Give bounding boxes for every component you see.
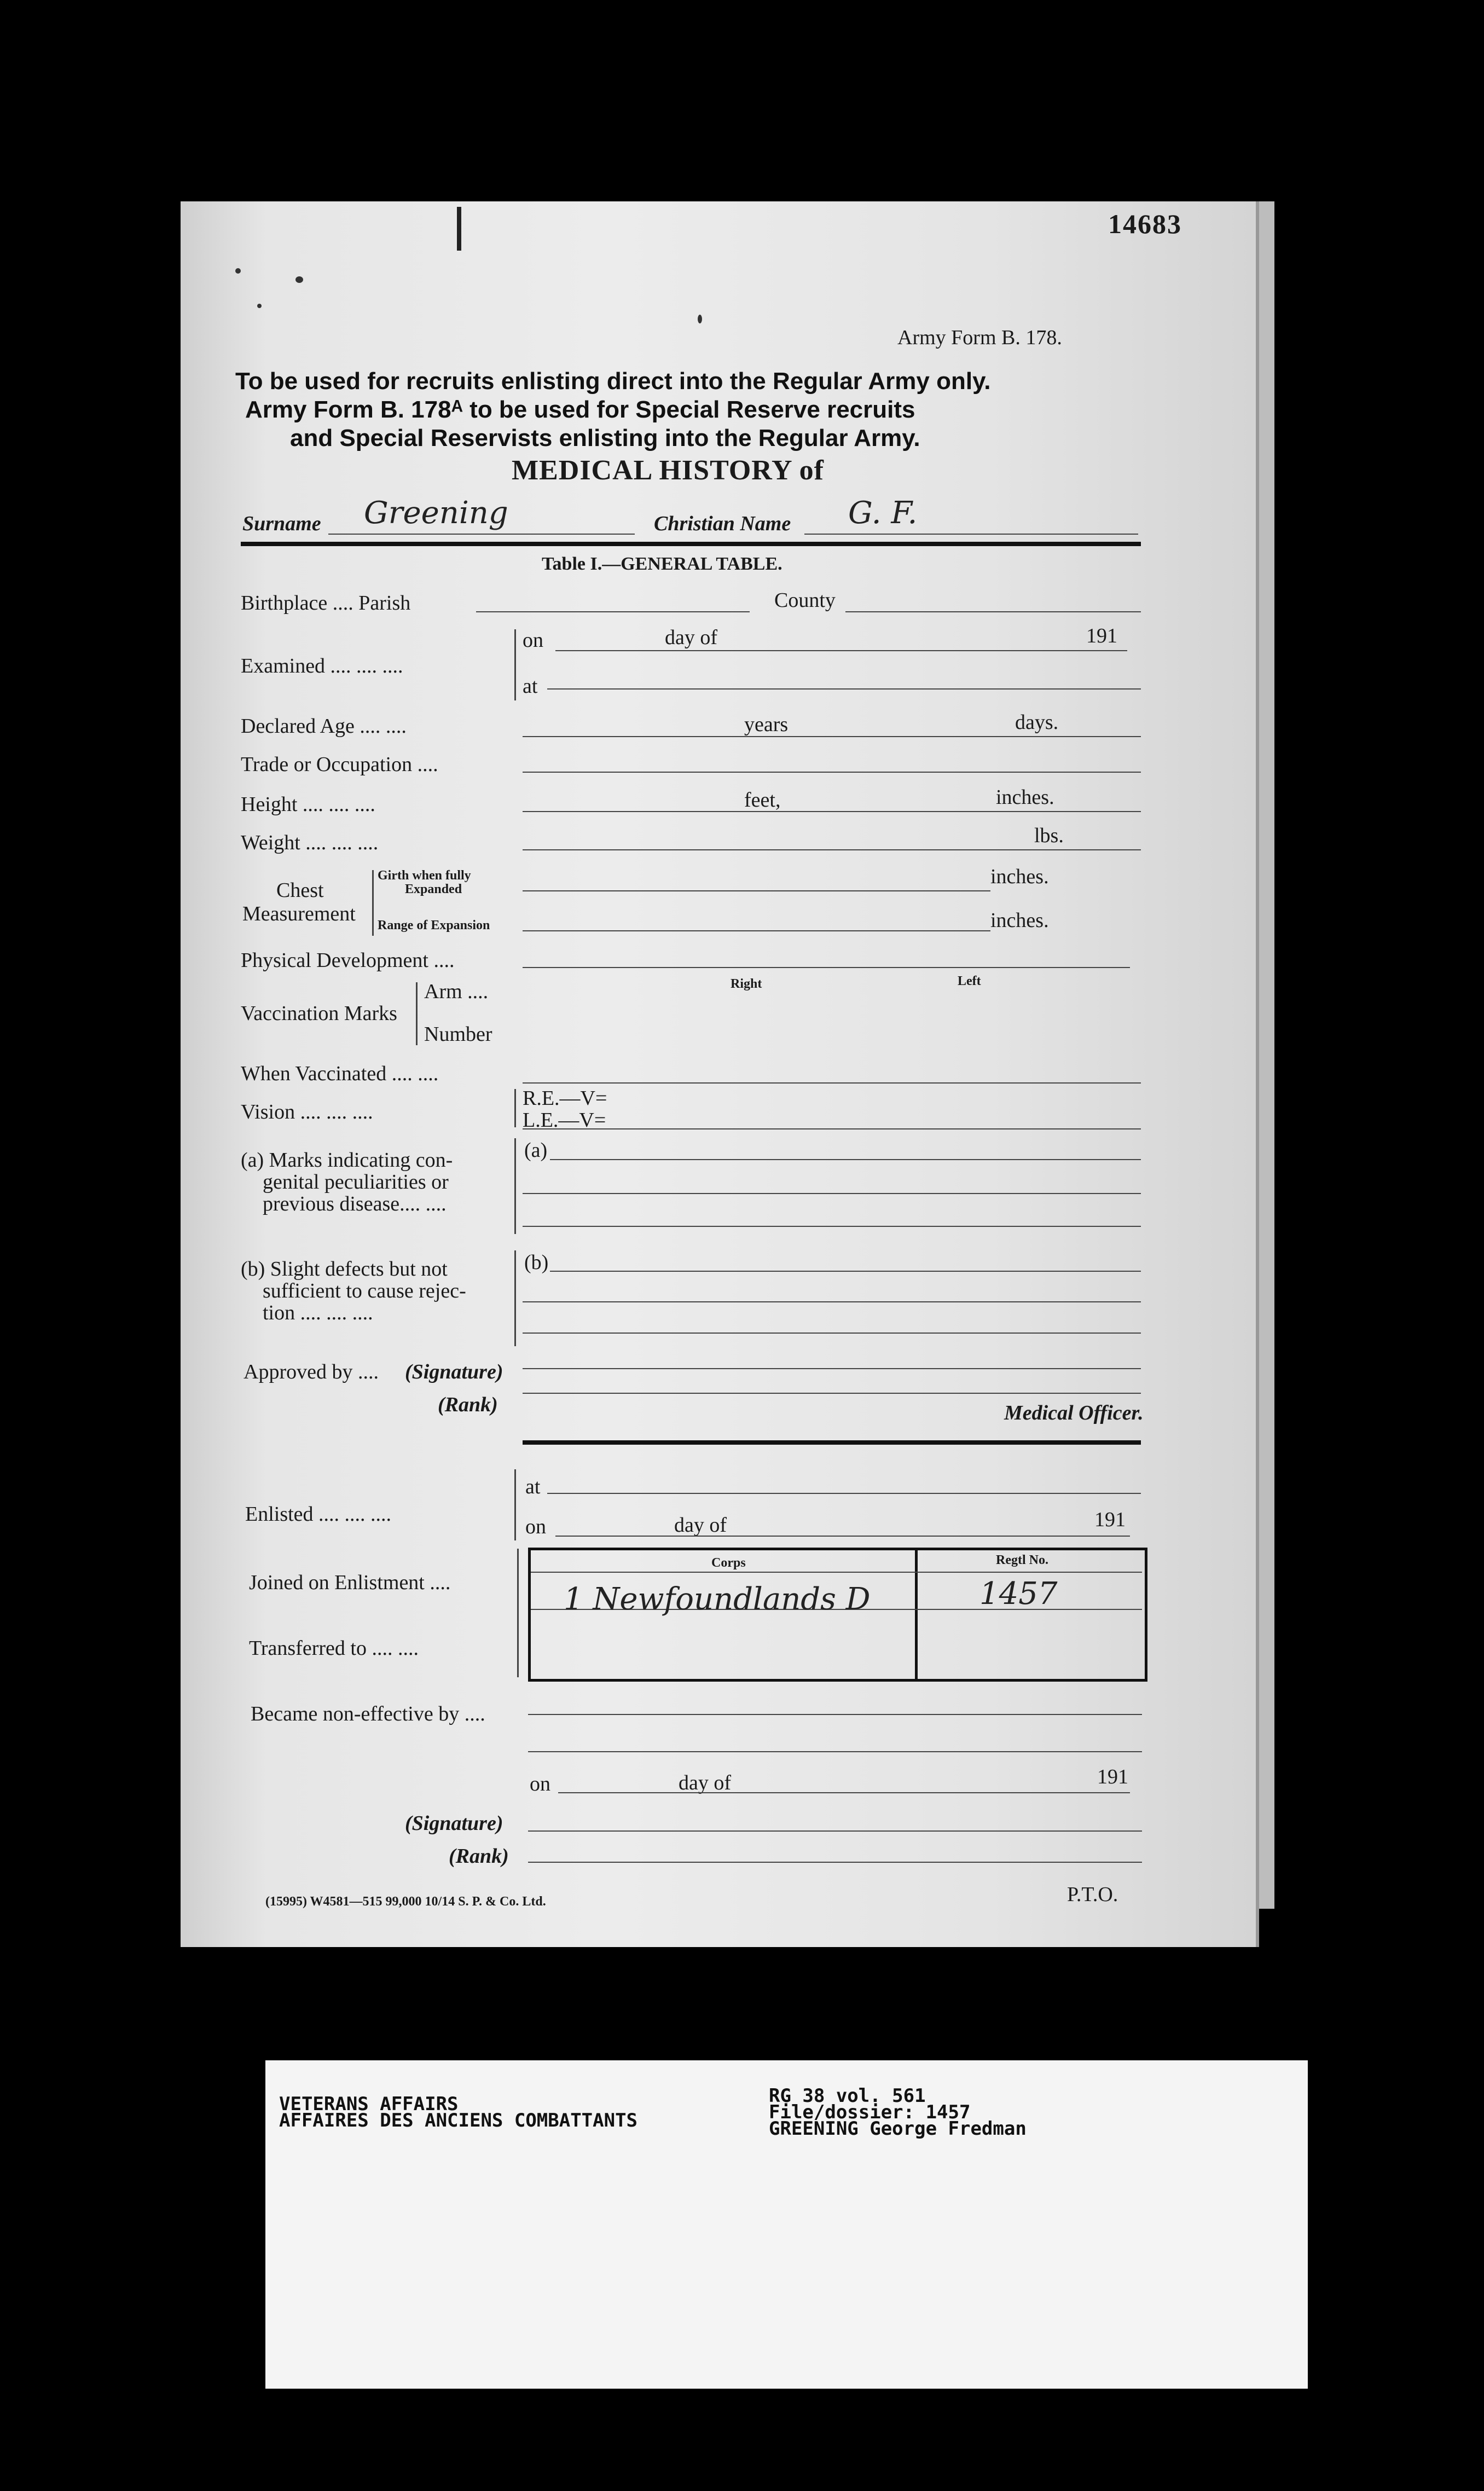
years-label: years	[744, 713, 789, 736]
approved-by-label: Approved by ....	[244, 1360, 379, 1383]
vision-line	[523, 1128, 1141, 1129]
slight-brace	[514, 1250, 516, 1346]
enlisted-place-line	[547, 1493, 1141, 1494]
approved-rank-label: (Rank)	[438, 1393, 498, 1416]
surname-value: Greening	[364, 495, 508, 531]
christian-name-line	[804, 534, 1138, 535]
non-effective-signature-line	[528, 1830, 1142, 1832]
weight-line	[523, 849, 1141, 850]
non-effective-signature-label: (Signature)	[405, 1812, 503, 1835]
marks-brace	[514, 1138, 516, 1234]
slight-line-3	[523, 1333, 1141, 1334]
header-rule	[241, 542, 1141, 546]
enlisted-date-line	[555, 1536, 1130, 1537]
serial-number: 14683	[1108, 208, 1182, 239]
non-effective-label: Became non-effective by ....	[251, 1702, 485, 1725]
slight-b: (b)	[524, 1251, 549, 1274]
non-effective-year: 191	[1097, 1765, 1128, 1788]
joined-label: Joined on Enlistment ....	[249, 1571, 451, 1594]
weight-label: Weight .... .... ....	[241, 831, 379, 854]
medical-officer-label: Medical Officer.	[1004, 1401, 1144, 1424]
ink-mark	[457, 207, 461, 251]
range-line	[523, 930, 990, 931]
non-effective-line-1	[528, 1714, 1142, 1715]
girth-inches-label: inches.	[990, 865, 1049, 888]
right-label: Right	[731, 977, 762, 991]
chest-brace	[372, 870, 374, 936]
marks-label-1: (a) Marks indicating con-	[241, 1149, 453, 1172]
archive-right-2: File/dossier: 1457	[769, 2101, 971, 2123]
height-inches-label: inches.	[996, 786, 1054, 809]
ink-speck	[698, 315, 702, 323]
corps-header-line	[531, 1572, 1142, 1573]
non-effective-day-of: day of	[679, 1771, 732, 1794]
archive-left-2: AFFAIRES DES ANCIENS COMBATTANTS	[279, 2110, 638, 2131]
enlisted-brace	[514, 1469, 516, 1540]
slight-label-1: (b) Slight defects but not	[241, 1258, 448, 1281]
vision-brace	[514, 1089, 516, 1127]
examined-on: on	[523, 629, 543, 652]
ink-speck	[235, 268, 241, 274]
re-label: R.E.—V=	[523, 1087, 607, 1110]
vaccination-marks-label: Vaccination Marks	[241, 1002, 397, 1025]
corps-box-divider	[915, 1548, 918, 1679]
non-effective-rank-label: (Rank)	[449, 1845, 509, 1868]
expanded-label: Expanded	[405, 882, 462, 896]
christian-name-label: Christian Name	[654, 512, 791, 535]
birthplace-label: Birthplace .... Parish	[241, 592, 411, 615]
birthplace-line	[476, 611, 750, 612]
arm-label: Arm ....	[424, 980, 489, 1003]
girth-label: Girth when fully	[378, 868, 471, 883]
form-title: MEDICAL HISTORY of	[512, 455, 824, 486]
when-vaccinated-label: When Vaccinated .... ....	[241, 1062, 439, 1085]
joined-brace	[517, 1549, 519, 1677]
declared-age-label: Declared Age .... ....	[241, 715, 407, 738]
slight-label-3: tion .... .... ....	[263, 1301, 373, 1324]
marks-line-2	[523, 1193, 1141, 1194]
transferred-label: Transferred to .... ....	[249, 1637, 419, 1660]
height-line	[523, 811, 1141, 812]
trade-line	[523, 772, 1141, 773]
lbs-label: lbs.	[1034, 824, 1064, 847]
range-inches-label: inches.	[990, 909, 1049, 932]
ink-speck	[295, 276, 303, 283]
enlisted-on: on	[525, 1515, 546, 1538]
number-label: Number	[424, 1023, 492, 1046]
corps-value: 1 Newfoundlands D	[564, 1582, 871, 1617]
marks-line-1	[550, 1159, 1141, 1160]
surname-line	[328, 534, 635, 535]
height-label: Height .... .... ....	[241, 793, 375, 816]
enlisted-label: Enlisted .... .... ....	[245, 1503, 392, 1526]
county-label: County	[774, 589, 836, 612]
vaccination-brace	[416, 982, 418, 1045]
examined-place-line	[547, 688, 1141, 690]
table-title: Table I.—GENERAL TABLE.	[542, 554, 782, 574]
archive-right-3: GREENING George Fredman	[769, 2118, 1027, 2140]
feet-label: feet,	[744, 789, 781, 812]
left-label: Left	[958, 974, 981, 988]
surname-label: Surname	[242, 512, 321, 535]
marks-a: (a)	[524, 1139, 548, 1162]
slight-line-2	[523, 1301, 1141, 1302]
approved-signature-line	[523, 1368, 1141, 1369]
approved-signature-label: (Signature)	[405, 1360, 503, 1383]
archive-right-1: RG 38 vol. 561	[769, 2085, 926, 2107]
examined-at: at	[523, 675, 538, 698]
notice-line-1: To be used for recruits enlisting direct into the Regular Army only.	[235, 368, 991, 395]
non-effective-date-line	[558, 1792, 1130, 1793]
examined-label: Examined .... .... ....	[241, 654, 403, 677]
regtl-value: 1457	[979, 1576, 1058, 1612]
trade-label: Trade or Occupation ....	[241, 753, 438, 776]
notice-line-2: Army Form B. 178ᴬ to be used for Special Reserve recruits	[245, 396, 915, 423]
footer-code: (15995) W4581—515 99,000 10/14 S. P. & Co. Ltd.	[265, 1895, 546, 1909]
days-label: days.	[1015, 711, 1059, 734]
county-line	[845, 611, 1141, 612]
form-id: Army Form B. 178.	[897, 326, 1062, 349]
marks-line-3	[523, 1226, 1141, 1227]
enlisted-year: 191	[1094, 1508, 1126, 1531]
examined-day-of: day of	[665, 626, 718, 649]
regtl-header: Regtl No.	[996, 1553, 1048, 1567]
enlisted-at: at	[525, 1475, 541, 1498]
slight-label-2: sufficient to cause rejec-	[263, 1279, 466, 1302]
examined-date-line	[555, 650, 1127, 651]
vision-label: Vision .... .... ....	[241, 1100, 373, 1123]
enlisted-day-of: day of	[674, 1514, 727, 1537]
christian-name-value: G. F.	[848, 495, 918, 531]
approved-rank-line	[523, 1393, 1141, 1394]
pto-label: P.T.O.	[1067, 1883, 1118, 1906]
examined-year: 191	[1086, 624, 1117, 647]
range-label: Range of Expansion	[378, 918, 490, 932]
marks-label-3: previous disease.... ....	[263, 1192, 447, 1215]
slight-line-1	[550, 1271, 1141, 1272]
chest-label: Chest	[276, 879, 324, 902]
measurement-label: Measurement	[242, 902, 356, 925]
corps-header: Corps	[711, 1556, 746, 1570]
non-effective-line-2	[528, 1751, 1142, 1752]
physical-line	[523, 967, 1130, 968]
girth-line	[523, 890, 990, 891]
when-vaccinated-line	[523, 1082, 1141, 1084]
ink-speck	[257, 304, 262, 308]
marks-label-2: genital peculiarities or	[263, 1171, 449, 1194]
notice-line-3: and Special Reservists enlisting into the Regular Army.	[290, 425, 920, 451]
non-effective-rank-line	[528, 1862, 1142, 1863]
paper-edge	[1256, 201, 1274, 1909]
le-label: L.E.—V=	[523, 1109, 606, 1132]
non-effective-on: on	[530, 1772, 550, 1795]
physical-development-label: Physical Development ....	[241, 949, 455, 972]
declared-age-line	[523, 736, 1141, 737]
examined-brace	[514, 629, 516, 700]
archive-left-1: VETERANS AFFAIRS	[279, 2093, 459, 2115]
section-rule	[523, 1440, 1141, 1445]
